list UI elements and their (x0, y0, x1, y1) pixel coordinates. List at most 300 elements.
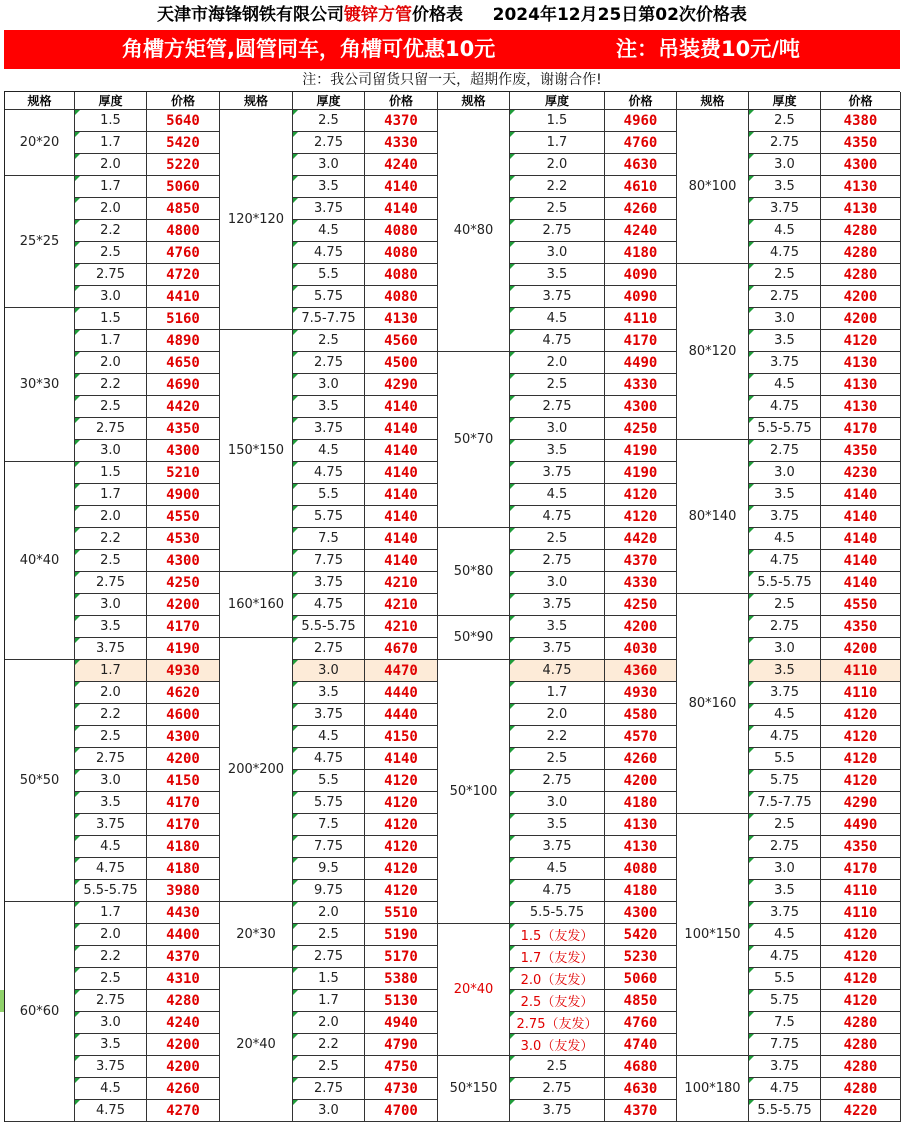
price-cell: 4180 (605, 242, 677, 264)
price-cell: 4120 (821, 924, 901, 946)
thickness-cell: 4.75 (749, 946, 821, 968)
thickness-cell: 3.0 (749, 308, 821, 330)
thickness-cell: 4.5 (749, 374, 821, 396)
thickness-cell: 4.5 (749, 528, 821, 550)
price-cell: 4350 (821, 440, 901, 462)
price-cell: 4110 (605, 308, 677, 330)
thickness-cell: 2.2 (510, 176, 605, 198)
thickness-cell: 2.75 (293, 1078, 365, 1100)
spec-cell: 80*100 (677, 110, 749, 264)
price-cell: 4900 (147, 484, 220, 506)
price-cell: 4140 (821, 484, 901, 506)
price-cell: 4250 (147, 572, 220, 594)
price-cell: 5510 (365, 902, 438, 924)
price-cell: 4140 (365, 440, 438, 462)
price-cell: 4120 (821, 748, 901, 770)
thickness-cell: 4.5 (510, 858, 605, 880)
price-cell: 4760 (605, 1012, 677, 1034)
price-cell: 4700 (365, 1100, 438, 1122)
price-cell: 4560 (365, 330, 438, 352)
thickness-cell: 2.75 (293, 638, 365, 660)
thickness-cell: 2.5 (293, 924, 365, 946)
price-cell: 4330 (365, 132, 438, 154)
price-cell: 4600 (147, 704, 220, 726)
price-cell: 5160 (147, 308, 220, 330)
price-cell: 5170 (365, 946, 438, 968)
price-cell: 4180 (605, 792, 677, 814)
price-cell: 4090 (605, 264, 677, 286)
price-cell: 4350 (821, 132, 901, 154)
thickness-cell: 1.7 (75, 660, 147, 682)
price-cell: 4130 (821, 374, 901, 396)
price-cell: 4140 (821, 572, 901, 594)
price-cell: 4170 (821, 858, 901, 880)
price-cell: 4370 (365, 110, 438, 132)
price-cell: 4200 (147, 594, 220, 616)
thickness-cell: 3.0 (749, 154, 821, 176)
price-cell: 4850 (147, 198, 220, 220)
thickness-cell: 2.5 (75, 242, 147, 264)
price-cell: 4130 (605, 836, 677, 858)
price-cell: 4120 (821, 990, 901, 1012)
thickness-cell: 3.5 (749, 330, 821, 352)
price-cell: 4760 (605, 132, 677, 154)
thickness-cell: 1.5（友发） (510, 924, 605, 946)
thickness-cell: 2.5 (510, 528, 605, 550)
price-cell: 4140 (821, 528, 901, 550)
price-cell: 4120 (821, 946, 901, 968)
page-title (0, 0, 904, 30)
price-cell: 4130 (605, 814, 677, 836)
thickness-cell: 5.75 (293, 792, 365, 814)
price-cell: 4150 (147, 770, 220, 792)
price-cell: 4330 (605, 374, 677, 396)
spec-cell: 40*80 (438, 110, 510, 352)
spec-cell: 20*40 (438, 924, 510, 1056)
thickness-cell: 4.5 (749, 704, 821, 726)
price-cell: 4180 (147, 836, 220, 858)
column-header: 规格 (438, 92, 510, 110)
thickness-cell: 2.75 (293, 132, 365, 154)
thickness-cell: 3.5 (749, 176, 821, 198)
thickness-cell: 2.5 (749, 110, 821, 132)
price-cell: 4120 (821, 770, 901, 792)
price-cell: 4940 (365, 1012, 438, 1034)
price-cell: 4280 (821, 242, 901, 264)
thickness-cell: 1.5 (75, 110, 147, 132)
spec-cell: 50*90 (438, 616, 510, 660)
thickness-cell: 2.75 (75, 748, 147, 770)
price-cell: 3980 (147, 880, 220, 902)
thickness-cell: 4.75 (510, 660, 605, 682)
thickness-cell: 4.75 (510, 330, 605, 352)
thickness-cell: 1.5 (75, 462, 147, 484)
price-cell: 4200 (605, 616, 677, 638)
thickness-cell: 2.75 (749, 286, 821, 308)
spec-cell: 60*60 (5, 902, 75, 1122)
thickness-cell: 5.75 (293, 286, 365, 308)
price-cell: 4300 (605, 902, 677, 924)
thickness-cell: 4.5 (510, 308, 605, 330)
thickness-cell: 3.0 (510, 418, 605, 440)
thickness-cell: 3.5 (749, 484, 821, 506)
price-cell: 4180 (147, 858, 220, 880)
thickness-cell: 3.0 (749, 858, 821, 880)
thickness-cell: 4.75 (510, 880, 605, 902)
thickness-cell: 3.75 (749, 1056, 821, 1078)
thickness-cell: 2.75 (75, 418, 147, 440)
price-cell: 4180 (605, 880, 677, 902)
thickness-cell: 5.75 (293, 506, 365, 528)
spec-cell: 80*160 (677, 594, 749, 814)
price-cell: 4370 (605, 550, 677, 572)
price-cell: 4280 (821, 1034, 901, 1056)
date-text: 2024年12月25日第02次价格表 (492, 5, 747, 25)
price-cell: 4890 (147, 330, 220, 352)
price-cell: 4140 (365, 462, 438, 484)
thickness-cell: 2.0 (75, 154, 147, 176)
thickness-cell: 2.0 (75, 924, 147, 946)
thickness-cell: 3.0 (75, 1012, 147, 1034)
price-cell: 4280 (821, 1078, 901, 1100)
spec-cell: 50*80 (438, 528, 510, 616)
thickness-cell: 3.75 (293, 418, 365, 440)
price-cell: 4190 (147, 638, 220, 660)
price-cell: 4360 (605, 660, 677, 682)
thickness-cell: 2.0 (510, 154, 605, 176)
price-cell: 4380 (821, 110, 901, 132)
price-cell: 4140 (365, 176, 438, 198)
thickness-cell: 3.5 (749, 660, 821, 682)
thickness-cell: 2.0 (293, 902, 365, 924)
price-cell: 4130 (821, 176, 901, 198)
thickness-cell: 7.75 (293, 836, 365, 858)
price-cell: 4190 (605, 462, 677, 484)
spec-cell: 20*20 (5, 110, 75, 176)
price-cell: 4370 (605, 1100, 677, 1122)
promo-banner (4, 30, 900, 69)
thickness-cell: 4.75 (293, 242, 365, 264)
thickness-cell: 5.5-5.75 (749, 1100, 821, 1122)
thickness-cell: 3.5 (293, 176, 365, 198)
price-cell: 4570 (605, 726, 677, 748)
thickness-cell: 5.5 (293, 770, 365, 792)
spec-cell: 80*120 (677, 264, 749, 440)
spec-cell: 100*150 (677, 814, 749, 1056)
price-cell: 4290 (365, 374, 438, 396)
price-cell: 4210 (365, 572, 438, 594)
price-cell: 4110 (821, 660, 901, 682)
thickness-cell: 2.2 (510, 726, 605, 748)
price-cell: 4130 (821, 352, 901, 374)
thickness-cell: 4.5 (293, 440, 365, 462)
thickness-cell: 3.75 (510, 1100, 605, 1122)
thickness-cell: 2.75 (749, 836, 821, 858)
thickness-cell: 2.5 (75, 968, 147, 990)
price-cell: 4120 (821, 968, 901, 990)
thickness-cell: 3.5 (75, 1034, 147, 1056)
price-cell: 4200 (821, 638, 901, 660)
spec-cell: 50*50 (5, 660, 75, 902)
thickness-cell: 2.75 (75, 990, 147, 1012)
price-cell: 4240 (365, 154, 438, 176)
spec-cell: 20*40 (220, 968, 293, 1122)
price-cell: 4370 (147, 946, 220, 968)
thickness-cell: 3.75 (749, 198, 821, 220)
thickness-cell: 5.5-5.75 (510, 902, 605, 924)
thickness-cell: 3.75 (749, 682, 821, 704)
price-cell: 4120 (365, 814, 438, 836)
thickness-cell: 2.0 (293, 1012, 365, 1034)
spec-cell: 40*40 (5, 462, 75, 660)
thickness-cell: 2.0 (510, 352, 605, 374)
price-cell: 4620 (147, 682, 220, 704)
price-cell: 4260 (605, 748, 677, 770)
thickness-cell: 2.2 (75, 704, 147, 726)
price-cell: 4200 (147, 748, 220, 770)
price-cell: 4530 (147, 528, 220, 550)
spec-cell: 150*150 (220, 330, 293, 572)
thickness-cell: 3.5 (510, 616, 605, 638)
price-cell: 4090 (605, 286, 677, 308)
price-cell: 5060 (605, 968, 677, 990)
price-cell: 4240 (147, 1012, 220, 1034)
thickness-cell: 2.5 (749, 814, 821, 836)
thickness-cell: 2.75 (293, 352, 365, 374)
column-header: 价格 (147, 92, 220, 110)
thickness-cell: 3.75 (75, 1056, 147, 1078)
price-cell: 4250 (605, 594, 677, 616)
price-cell: 4400 (147, 924, 220, 946)
thickness-cell: 1.5 (75, 308, 147, 330)
thickness-cell: 7.5 (293, 814, 365, 836)
price-cell: 4130 (365, 308, 438, 330)
price-cell: 4650 (147, 352, 220, 374)
price-cell: 4140 (365, 528, 438, 550)
price-cell: 4300 (147, 440, 220, 462)
price-cell: 4800 (147, 220, 220, 242)
price-cell: 5220 (147, 154, 220, 176)
thickness-cell: 4.75 (749, 726, 821, 748)
price-cell: 4140 (365, 550, 438, 572)
price-cell: 4150 (365, 726, 438, 748)
price-cell: 4200 (821, 308, 901, 330)
price-cell: 4080 (365, 220, 438, 242)
thickness-cell: 2.2 (293, 1034, 365, 1056)
price-cell: 4350 (147, 418, 220, 440)
thickness-cell: 3.5 (510, 440, 605, 462)
thickness-cell: 2.0（友发） (510, 968, 605, 990)
spec-cell: 25*25 (5, 176, 75, 308)
price-cell: 4350 (821, 616, 901, 638)
thickness-cell: 1.7 (75, 132, 147, 154)
price-cell: 4550 (147, 506, 220, 528)
thickness-cell: 3.0 (293, 660, 365, 682)
price-cell: 4130 (821, 396, 901, 418)
thickness-cell: 5.5-5.75 (749, 418, 821, 440)
price-cell: 5130 (365, 990, 438, 1012)
price-table (4, 91, 900, 1122)
thickness-cell: 1.7 (75, 176, 147, 198)
thickness-cell: 3.5 (293, 396, 365, 418)
price-cell: 4280 (147, 990, 220, 1012)
price-cell: 4740 (605, 1034, 677, 1056)
price-cell: 4440 (365, 682, 438, 704)
thickness-cell: 3.75 (510, 638, 605, 660)
thickness-cell: 2.75 (749, 132, 821, 154)
price-cell: 5190 (365, 924, 438, 946)
thickness-cell: 2.5 (749, 264, 821, 286)
price-cell: 5640 (147, 110, 220, 132)
price-cell: 4120 (821, 330, 901, 352)
product-name: 镀锌方管 (344, 5, 413, 25)
thickness-cell: 1.7（友发） (510, 946, 605, 968)
column-header: 厚度 (75, 92, 147, 110)
price-cell: 4140 (365, 418, 438, 440)
thickness-cell: 2.0 (75, 198, 147, 220)
thickness-cell: 2.75 (75, 572, 147, 594)
thickness-cell: 5.5 (293, 484, 365, 506)
price-cell: 4140 (821, 506, 901, 528)
price-cell: 4490 (605, 352, 677, 374)
price-cell: 4200 (605, 770, 677, 792)
thickness-cell: 4.75 (75, 1100, 147, 1122)
spec-cell: 50*70 (438, 352, 510, 528)
price-cell: 4210 (365, 616, 438, 638)
thickness-cell: 1.5 (510, 110, 605, 132)
thickness-cell: 4.5 (293, 726, 365, 748)
thickness-cell: 2.75 (510, 1078, 605, 1100)
price-cell: 4200 (147, 1056, 220, 1078)
thickness-cell: 2.2 (75, 528, 147, 550)
thickness-cell: 4.75 (749, 242, 821, 264)
price-cell: 4730 (365, 1078, 438, 1100)
price-cell: 4580 (605, 704, 677, 726)
thickness-cell: 1.7 (75, 330, 147, 352)
price-cell: 4200 (821, 286, 901, 308)
thickness-cell: 5.5-5.75 (75, 880, 147, 902)
price-cell: 4260 (147, 1078, 220, 1100)
thickness-cell: 2.5 (293, 1056, 365, 1078)
notice-text: 注：我公司留货只留一天，超期作废，谢谢合作! (302, 72, 602, 88)
thickness-cell: 3.75 (75, 638, 147, 660)
thickness-cell: 4.5 (75, 1078, 147, 1100)
price-cell: 4120 (365, 836, 438, 858)
thickness-cell: 7.5-7.75 (293, 308, 365, 330)
thickness-cell: 3.0 (75, 770, 147, 792)
price-cell: 4080 (605, 858, 677, 880)
thickness-cell: 2.5 (75, 396, 147, 418)
thickness-cell: 2.75 (510, 770, 605, 792)
thickness-cell: 2.0 (510, 704, 605, 726)
company-name: 天津市海锋钢铁有限公司 (157, 5, 345, 25)
thickness-cell: 3.0 (510, 572, 605, 594)
price-cell: 4220 (821, 1100, 901, 1122)
thickness-cell: 3.75 (510, 594, 605, 616)
thickness-cell: 3.0 (293, 154, 365, 176)
column-header: 规格 (677, 92, 749, 110)
thickness-cell: 2.75 (510, 220, 605, 242)
thickness-cell: 2.2 (75, 374, 147, 396)
price-cell: 4030 (605, 638, 677, 660)
price-cell: 5420 (147, 132, 220, 154)
thickness-cell: 2.75 (510, 396, 605, 418)
thickness-cell: 2.5 (510, 748, 605, 770)
thickness-cell: 3.5 (510, 814, 605, 836)
thickness-cell: 3.75 (293, 704, 365, 726)
thickness-cell: 3.0 (510, 792, 605, 814)
price-cell: 4430 (147, 902, 220, 924)
price-cell: 5380 (365, 968, 438, 990)
price-cell: 4120 (365, 858, 438, 880)
price-cell: 4680 (605, 1056, 677, 1078)
thickness-cell: 2.2 (75, 220, 147, 242)
column-header: 厚度 (749, 92, 821, 110)
thickness-cell: 4.75 (75, 858, 147, 880)
thickness-cell: 7.5 (293, 528, 365, 550)
price-cell: 4300 (821, 154, 901, 176)
thickness-cell: 4.75 (510, 506, 605, 528)
thickness-cell: 3.75 (75, 814, 147, 836)
thickness-cell: 2.5（友发） (510, 990, 605, 1012)
thickness-cell: 2.5 (510, 374, 605, 396)
price-cell: 4080 (365, 242, 438, 264)
thickness-cell: 7.5 (749, 1012, 821, 1034)
price-cell: 4120 (365, 880, 438, 902)
spec-cell: 20*30 (220, 902, 293, 968)
thickness-cell: 2.0 (75, 506, 147, 528)
thickness-cell: 5.75 (749, 770, 821, 792)
price-cell: 4760 (147, 242, 220, 264)
thickness-cell: 3.75 (510, 836, 605, 858)
thickness-cell: 4.75 (749, 1078, 821, 1100)
price-cell: 4110 (821, 880, 901, 902)
column-header: 价格 (821, 92, 901, 110)
price-cell: 4110 (821, 682, 901, 704)
thickness-cell: 3.0 (293, 374, 365, 396)
spec-cell: 120*120 (220, 110, 293, 330)
thickness-cell: 4.5 (75, 836, 147, 858)
spec-cell: 200*200 (220, 638, 293, 902)
price-cell: 4140 (365, 748, 438, 770)
price-cell: 4140 (365, 198, 438, 220)
column-header: 价格 (365, 92, 438, 110)
price-cell: 4260 (605, 198, 677, 220)
thickness-cell: 4.5 (293, 220, 365, 242)
thickness-cell: 3.5 (75, 616, 147, 638)
thickness-cell: 3.75 (510, 462, 605, 484)
thickness-cell: 1.7 (510, 132, 605, 154)
title-suffix: 价格表 (412, 5, 464, 25)
price-cell: 4690 (147, 374, 220, 396)
thickness-cell: 2.5 (510, 198, 605, 220)
price-cell: 4630 (605, 154, 677, 176)
price-cell: 4490 (821, 814, 901, 836)
price-cell: 4170 (821, 418, 901, 440)
price-cell: 4140 (365, 484, 438, 506)
price-cell: 4930 (605, 682, 677, 704)
thickness-cell: 2.5 (75, 550, 147, 572)
price-cell: 4110 (821, 902, 901, 924)
thickness-cell: 2.75 (749, 616, 821, 638)
thickness-cell: 3.5 (749, 880, 821, 902)
thickness-cell: 4.5 (510, 484, 605, 506)
thickness-cell: 7.5-7.75 (749, 792, 821, 814)
thickness-cell: 2.75（友发） (510, 1012, 605, 1034)
price-cell: 4140 (821, 550, 901, 572)
thickness-cell: 3.0 (510, 242, 605, 264)
thickness-cell: 3.0 (293, 1100, 365, 1122)
